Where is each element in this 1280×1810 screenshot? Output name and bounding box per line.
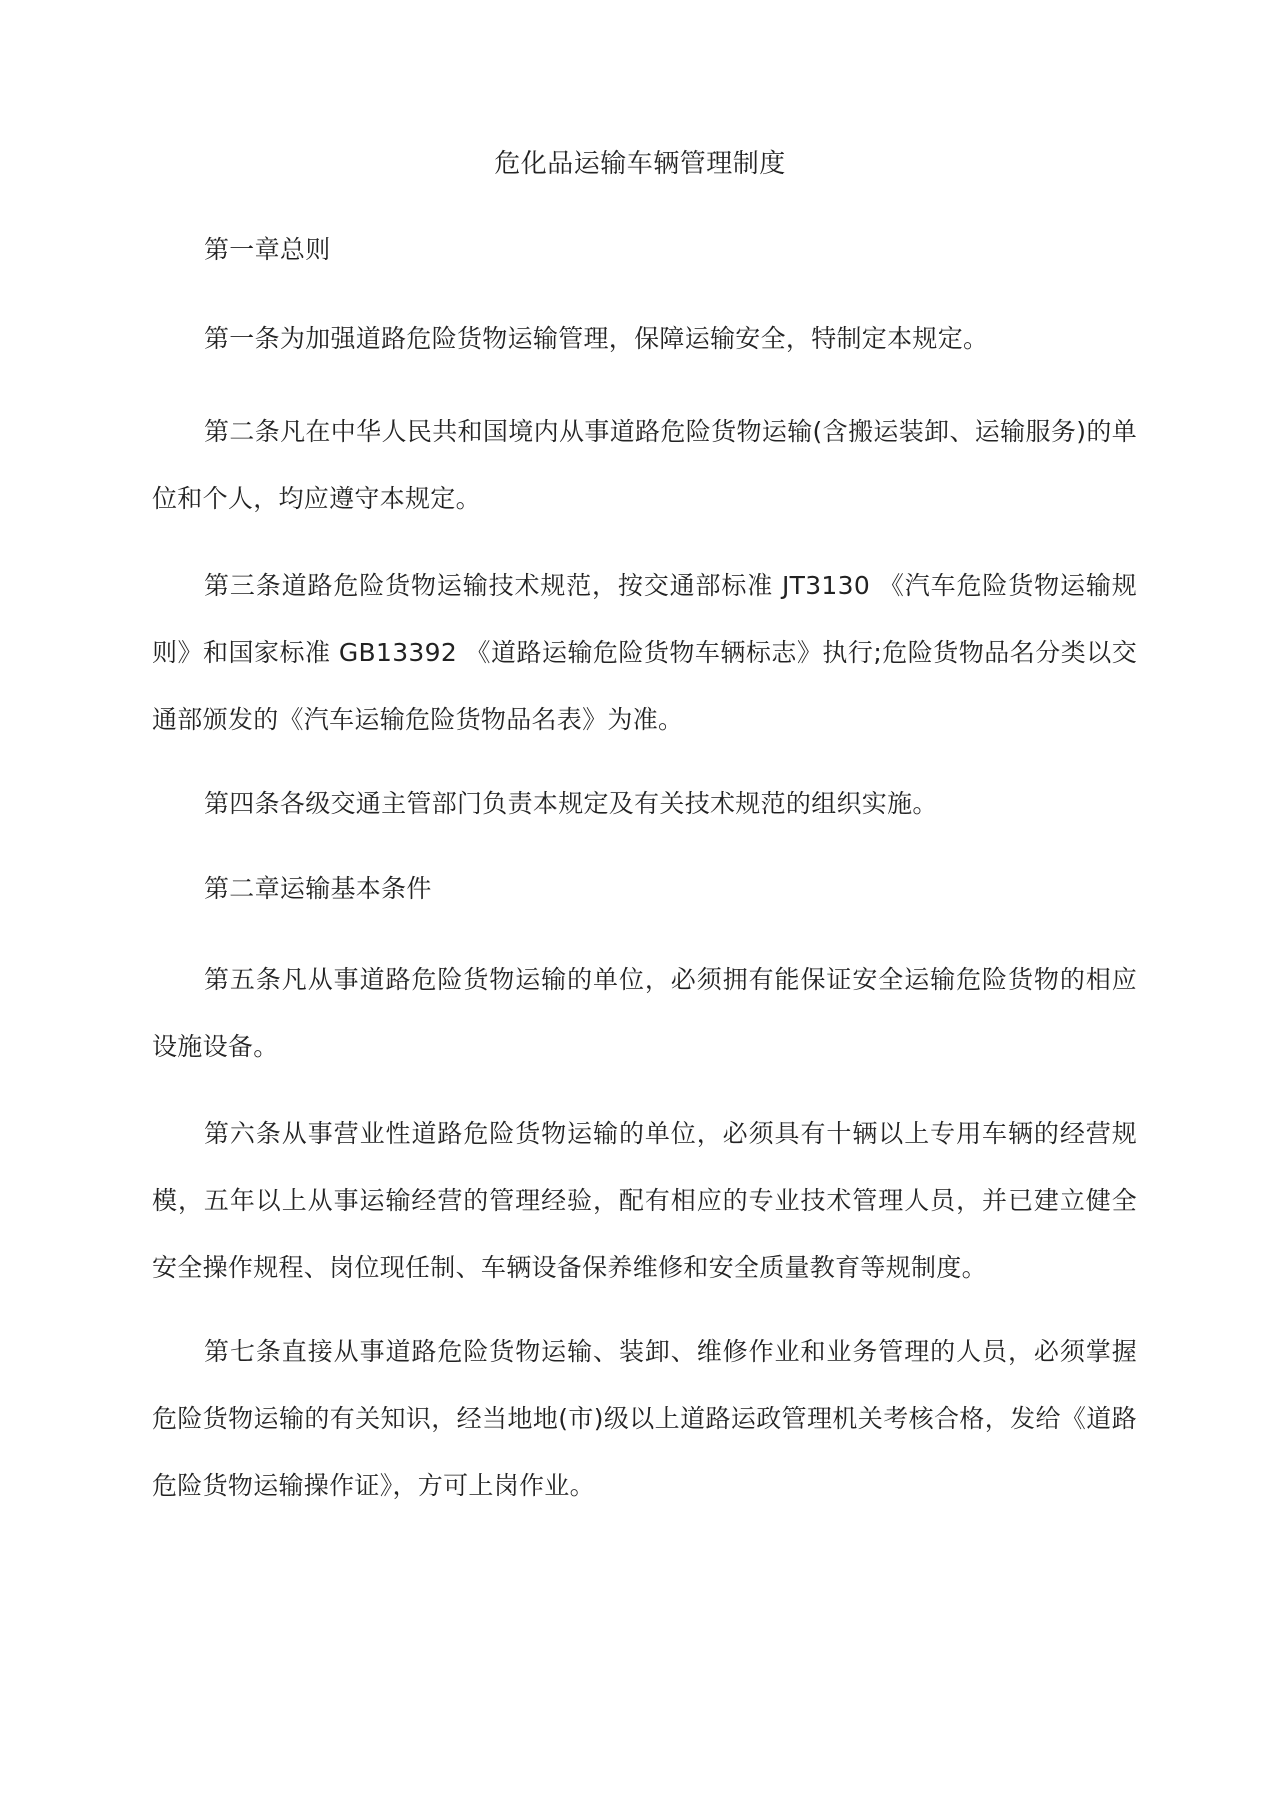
chapter-heading-1: 第一章总则	[204, 235, 331, 264]
article-1: 第一条为加强道路危险货物运输管理，保障运输安全，特制定本规定。	[204, 324, 989, 353]
article-2: 第二条凡在中华人民共和国境内从事道路危险货物运输(含搬运装卸、运输服务)的单位和个人，均应遵守本规定。	[152, 417, 1137, 513]
document-title: 危化品运输车辆管理制度	[494, 149, 786, 179]
article-6: 第六条从事营业性道路危险货物运输的单位，必须具有十辆以上专用车辆的经营规模，五年以上从事运输经营的管理经验，配有相应的专业技术管理人员，并已建立健全安全操作规程、岗位现任制、车辆设备保养维修和安全质量教育等规制度。	[152, 1119, 1137, 1282]
chapter-heading-2: 第二章运输基本条件	[204, 874, 432, 903]
article-7: 第七条直接从事道路危险货物运输、装卸、维修作业和业务管理的人员，必须掌握危险货物运输的有关知识，经当地地(市)级以上道路运政管理机关考核合格，发给《道路危险货物运输操作证》，方可上岗作业。	[152, 1337, 1137, 1500]
article-4: 第四条各级交通主管部门负责本规定及有关技术规范的组织实施。	[204, 789, 938, 818]
article-3: 第三条道路危险货物运输技术规范，按交通部标准 JT3130 《汽车危险货物运输规则》和国家标准 GB13392 《道路运输危险货物车辆标志》执行;危险货物品名分类以交通部颁发的《汽车运输危险货物品名表》为准。	[152, 571, 1137, 734]
article-5: 第五条凡从事道路危险货物运输的单位，必须拥有能保证安全运输危险货物的相应设施设备。	[152, 965, 1137, 1061]
